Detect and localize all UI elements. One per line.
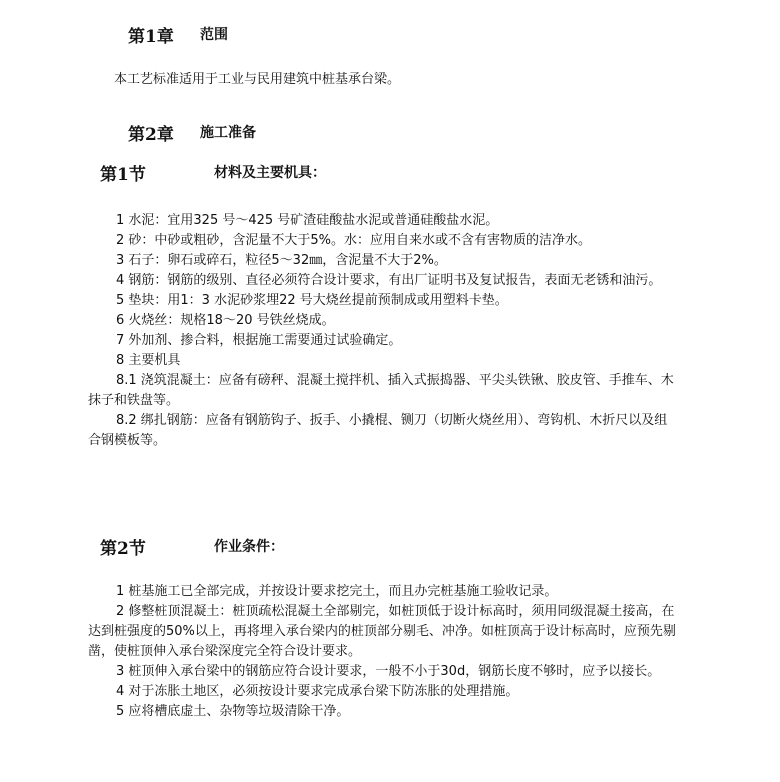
section-1-title: 材料及主要机具： [214, 165, 326, 181]
list-item: 2 修整桩顶混凝土：桩顶疏松混凝土全部剔完，如桩顶低于设计标高时，须用同级混凝土接高，在达到桩强度的50%以上，再将埋入承台梁内的桩顶部分剔毛、冲净。如桩顶高于设计标高时，应预先剔凿，使桩顶伸入承台梁深度完全符合设计要求。 [88, 604, 676, 659]
list-item: 3 石子：卵石或碎石，粒径5～32㎜，含泥量不大于2%。 [116, 253, 447, 268]
list-item: 6 火烧丝：规格18～20 号铁丝烧成。 [116, 313, 335, 328]
section-2-items [88, 582, 680, 722]
section-1-number: 第1节 [100, 165, 146, 185]
section-2-heading [100, 534, 284, 559]
list-item: 8.1 浇筑混凝土：应备有磅秤、混凝土搅拌机、插入式振捣器、平尖头铁锹、胶皮管、手推车、木抹子和铁盘等。 [88, 373, 674, 408]
list-item: 3 桩顶伸入承台梁中的钢筋应符合设计要求，一般不小于30d，钢筋长度不够时，应予以接长。 [116, 664, 661, 679]
list-item: 7 外加剂、掺合料，根据施工需要通过试验确定。 [116, 333, 402, 348]
list-item: 8.2 绑扎钢筋：应备有钢筋钩子、扳手、小撬棍、铡刀（切断火烧丝用）、弯钩机、木折尺以及组合钢模板等。 [88, 413, 668, 448]
list-item: 1 桩基施工已全部完成，并按设计要求挖完土，而且办完桩基施工验收记录。 [116, 584, 558, 599]
section-2-title: 作业条件： [214, 539, 284, 555]
chapter-1-number: 第1章 [128, 27, 174, 47]
list-item: 4 对于冻胀土地区，必须按设计要求完成承台梁下防冻胀的处理措施。 [116, 684, 519, 699]
chapter-2-title: 施工准备 [200, 125, 256, 141]
chapter-2-number: 第2章 [128, 125, 174, 145]
list-item: 5 应将槽底虚土、杂物等垃圾清除干净。 [116, 704, 350, 719]
list-item: 4 钢筋：钢筋的级别、直径必须符合设计要求，有出厂证明书及复试报告，表面无老锈和油污。 [116, 273, 662, 288]
list-item: 2 砂：中砂或粗砂，含泥量不大于5%。水：应用自来水或不含有害物质的洁净水。 [116, 233, 592, 248]
section-1-items [88, 211, 680, 451]
chapter-1-heading [128, 22, 228, 47]
section-2-number: 第2节 [100, 539, 146, 559]
list-item: 8 主要机具 [116, 353, 181, 368]
intro-paragraph: 本工艺标准适用于工业与民用建筑中桩基承台梁。 [114, 72, 401, 87]
chapter-1-title: 范围 [200, 27, 228, 43]
chapter-2-heading [128, 120, 256, 145]
list-item: 1 水泥：宜用325 号～425 号矿渣硅酸盐水泥或普通硅酸盐水泥。 [116, 213, 499, 228]
list-item: 5 垫块：用1：3 水泥砂浆埋22 号大烧丝提前预制成或用塑料卡垫。 [116, 293, 508, 308]
section-1-heading [100, 160, 326, 185]
